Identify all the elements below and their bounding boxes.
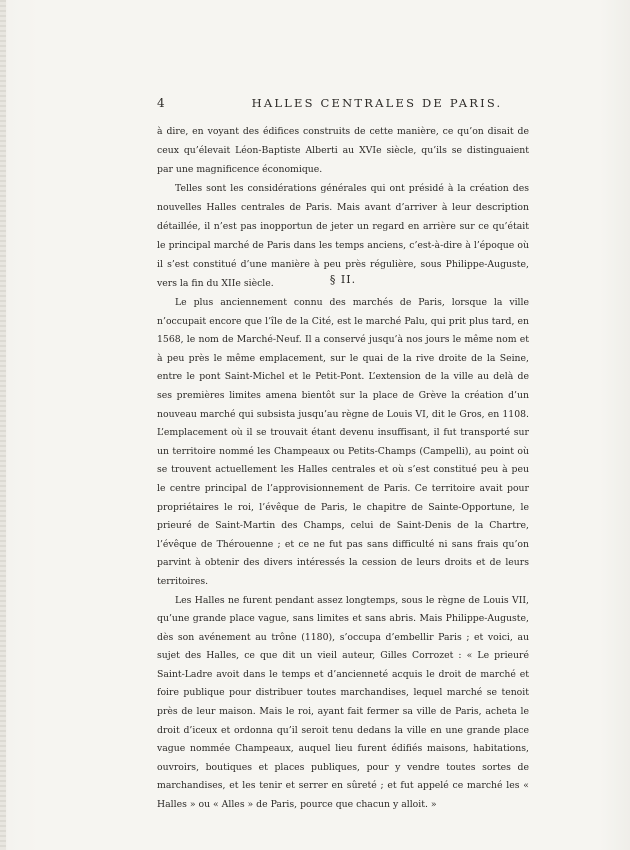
section-text <box>157 294 529 815</box>
page-header <box>157 96 529 112</box>
paragraph: à dire, en voyant des édifices construits de cette manière, ce qu’on disait de ceux qu’élevait Léon-Baptiste Alberti au XVIe siècle, qu’ils se distinguaient par une magnificence économique. <box>157 126 529 175</box>
running-title: HALLES CENTRALES DE PARIS. <box>251 96 503 110</box>
paragraph: Telles sont les considérations générales qui ont présidé à la création des nouvelles Halles centrales de Paris. Mais avant d’arriver à leur description détaillée, il n’est pas inopportun de jeter un regard en arrière sur ce qu’était le principal marché de Paris dans les temps anciens, c’est-à-dire à l’époque où il s’est constitué d’une manière à peu près régulière, sous Philippe-Auguste, vers la fin du XIIe siècle. <box>157 183 529 289</box>
paragraph: Le plus anciennement connu des marchés de Paris, lorsque la ville n’occupait encore que l’île de la Cité, est le marché Palu, qui prit plus tard, en 1568, le nom de Marché-Neuf. Il a conservé jusqu’à nos jours le même nom et à peu près le même emplacement, sur le quai de la rive droite de la Seine, entre le pont Saint-Michel et le Petit-Pont. L’extension de la ville au delà de ses premières limites amena bientôt sur la place de Grève la création d’un nouveau marché qui subsista jusqu’au règne de Louis VI, dit le Gros, en 1108. L’emplacement où il se trouvait étant devenu insuffisant, il fut transporté sur un territoire nommé les Champeaux ou Petits-Champs (Campelli), au point où se trouvent actuellement les Halles centrales et où s’est constitué peu à peu le centre principal de l’approvisionnement de Paris. Ce territoire avait pour propriétaires le roi, l’évêque de Paris, le chapitre de Sainte-Opportune, le prieuré de Saint-Martin des Champs, celui de Saint-Denis de la Chartre, l’évêque de Thérouenne ; et ce ne fut pas sans difficulté ni sans frais qu’on parvint à obtenir des divers intéressés la cession de leurs droits et de leurs territoires. <box>157 297 529 587</box>
binding-edge <box>0 0 6 850</box>
paragraph: Les Halles ne furent pendant assez longtemps, sous le règne de Louis VII, qu’une grande place vague, sans limites et sans abris. Mais Philippe-Auguste, dès son avénement au trône (1180), s’occupa d’embellir Paris ; et voici, au sujet des Halles, ce que dit un vieil auteur, Gilles Corrozet : « Le prieuré Saint-Ladre avoit dans le temps et d’ancienneté acquis le droit de marché et foire publique pour distribuer toutes marchandises, lequel marché se tenoit près de leur maison. Mais le roi, ayant fait fermer sa ville de Paris, acheta le droit d’iceux et ordonna qu’il seroit tenu dedans la ville en une grande place vague nommée Champeaux, auquel lieu furent édifiés maisons, habitations, ouvroirs, boutiques et places publiques, pour y vendre toutes sortes de marchandises, et les tenir et serrer en sûreté ; et fut appelé ce marché les « Halles » ou « Alles » de Paris, pource que chacun y alloit. » <box>157 594 529 811</box>
section-heading: § II. <box>329 273 357 286</box>
intro-text <box>157 122 529 293</box>
page-number: 4 <box>157 96 165 110</box>
